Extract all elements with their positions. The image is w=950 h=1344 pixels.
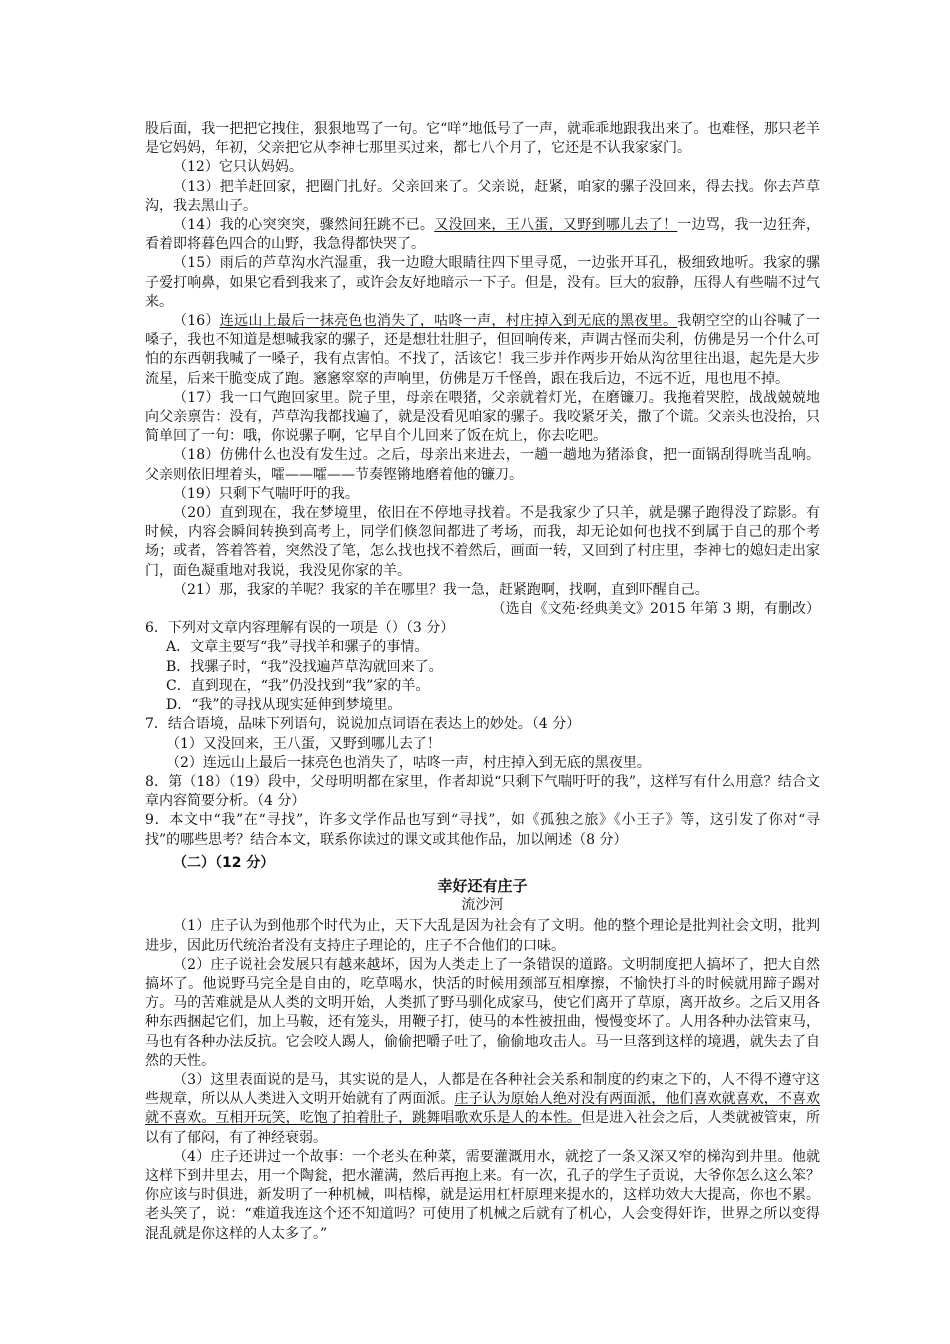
question-6-option-b: B．找骡子时，“我”没找遍芦草沟就回来了。 [166, 658, 443, 675]
question-7-sentence-1: （1）又没回来，王八蛋，又野到哪儿去了！ [166, 735, 441, 752]
question-6-option-d: D．“我”的寻找从现实延伸到梦境里。 [166, 697, 402, 714]
story-paragraph-intro: 股后面，我一把把它拽住，狠狠地骂了一句。它“咩”地低号了一声，就乖乖地跟我出来了。也难怪，那只老羊是它妈妈，年初，父亲把它从李神七那里买过来，都七八个月了，它还是不认我家家门。 [145, 121, 820, 157]
p16-text-b: 我朝空空的山谷喊了一嗓子，我也不知道是想喊我家的骡子，还是想壮壮胆子，但回响传来，声调古怪而尖利，仿佛是另一个什么可怕的东西朝我喊了一嗓子，我有点害怕。不找了，活该它！我三步并作两步开始从沟岔里往出退，起先是大步流星，后来干脆变成了跑。窸窸窣窣的声响里，仿佛是万千怪兽，跟在我后边，不远不近，甩也甩不掉。 [145, 313, 820, 387]
p3-text-a: （3）这里表面说的是马，其实说的是人，人都是在各种社会关系和制度的约束之下的，人不得不遵守这些规章，所以从人类进入文明开始就有了两面派。 [145, 1071, 820, 1108]
essay-paragraph-1: （1）庄子认为到他那个时代为止，天下大乱是因为社会有了文明。他的整个理论是批判社会文明，批判进步，因此历代统治者没有支持庄子理论的，庄子不合他们的口味。 [145, 918, 820, 954]
section-2-heading: （二）（12 分） [173, 854, 275, 871]
essay-title: 幸好还有庄子 [437, 876, 528, 895]
essay-paragraph-4: （4）庄子还讲过一个故事：一个老头在种菜，需要灌溉用水，就挖了一条又深又窄的梯沟到井里。他就这样下到井里去，用一个陶瓮，把水灌满，然后再抱上来。有一次，孔子的学生子贡说，大爷你怎么这么笨？你应该与时俱进，新发明了一种机械，叫桔槔，就是运用杠杆原理来提水的，这样功效大大提高，你也不累。老头笑了，说：“难道我连这个还不知道吗？可使用了机械之后就有了机心，人会变得奸诈，世界之所以变得混乱就是你这样的人太多了。” [145, 1148, 820, 1242]
source-citation: （选自《文苑·经典美文》2015 年第 3 期，有删改） [491, 601, 820, 618]
question-6-option-a: A．文章主要写“我”寻找羊和骡子的事情。 [166, 639, 429, 656]
essay-paragraph-3 [145, 1071, 820, 1148]
story-paragraph-16 [145, 312, 820, 389]
p16-text-a: （16） [173, 313, 220, 330]
p14-text-a: （14）我的心突突突，骤然间狂跳不已。 [173, 217, 435, 234]
essay-paragraph-2: （2）庄子说社会发展只有越来越坏，因为人类走上了一条错误的道路。文明制度把人搞坏了，把大自然搞坏了。他说野马完全是自由的，吃草喝水，快活的时候用颈部互相摩擦，不愉快打斗的时候就用蹄子踢对方。马的苦难就是从人类的文明开始，人类抓了野马驯化成家马，使它们离开了草原，离开故乡。之后又用各种东西捆起它们，加上马鞍，还有笼头，用鞭子打，使马的本性被扭曲，慢慢变坏了。人用各种办法管束马，马也有各种办法反抗。它会咬人踢人，偷偷把嚼子吐了，偷偷地攻击人。马一旦落到这样的境遇，就失去了自然的天性。 [145, 956, 820, 1069]
story-paragraph-17: （17）我一口气跑回家里。院子里，母亲在喂猪，父亲就着灯光，在磨镰刀。我拖着哭腔，战战兢兢地向父亲禀告：没有，芦草沟我都找遍了，就是没看见咱家的骡子。我咬紧牙关，撒了个谎。父亲头也没抬，只简单回了一句：哦，你说骡子啊，它早自个儿回来了饭在炕上，你去吃吧。 [145, 389, 820, 445]
story-paragraph-13: （13）把羊赶回家，把圈门扎好。父亲回来了。父亲说，赶紧，咱家的骡子没回来，得去找。你去芦草沟，我去黑山子。 [145, 178, 820, 214]
question-7-sentence-2: （2）连远山上最后一抹亮色也消失了，咕咚一声，村庄掉入到无底的黑夜里。 [166, 754, 651, 771]
p14-text-b: 一边骂，我一边狂奔，看着即将暮色四合的山野，我急得都快哭了。 [145, 217, 820, 253]
question-6-option-c: C．直到现在，“我”仍没找到“我”家的羊。 [166, 677, 430, 694]
story-paragraph-21: （21）那，我家的羊呢？我家的羊在哪里？我一急，赶紧跑啊，找啊，直到吓醒自己。 [173, 581, 709, 598]
story-paragraph-20: （20）直到现在，我在梦境里，依旧在不停地寻找着。不是我家少了只羊，就是骡子跑得没了踪影。有时候，内容会瞬间转换到高考上，同学们倏忽间都进了考场，而我，却无论如何也找不到属于自己的那个考场；或者，答着答着，突然没了笔，怎么找也找不着然后，画面一转，又回到了村庄里，李神七的媳妇走出家门，面色凝重地对我说，我没见你家的羊。 [145, 505, 820, 579]
question-6-stem: 6．下列对文章内容理解有误的一项是（）（3 分） [145, 620, 455, 637]
question-7-stem: 7．结合语境，品味下列语句，说说加点词语在表达上的妙处。（4 分） [145, 716, 581, 733]
p16-underlined-sentence: 连远山上最后一抹亮色也消失了，咕咚一声，村庄掉入到无底的黑夜里。 [219, 313, 678, 330]
question-8: 8．第（18）（19）段中，父母明明都在家里，作者却说“只剩下气喘吁吁的我”，这样写有什么用意？结合文章内容简要分析。（4 分） [145, 773, 820, 810]
story-paragraph-14 [145, 216, 820, 254]
essay-author: 流沙河 [461, 897, 504, 914]
story-paragraph-12: （12）它只认妈妈。 [173, 159, 303, 176]
question-9: 9．本文中“我”在“寻找”，许多文学作品也写到“寻找”，如《孤独之旅》《小王子》等，这引发了你对“寻找”的哪些思考？结合本文，联系你读过的课文或其他作品，加以阐述（8 分） [145, 812, 820, 848]
story-paragraph-19: （19）只剩下气喘吁吁的我。 [173, 485, 359, 502]
p14-underlined-sentence: 又没回来，王八蛋，又野到哪儿去了！ [434, 217, 678, 234]
p3-text-b: 但是进入社会之后，人类就被管束，所以有了郁闷，有了神经衰弱。 [145, 1110, 821, 1146]
story-paragraph-15: （15）雨后的芦草沟水汽湿重，我一边瞪大眼睛往四下里寻觅，一边张开耳孔，极细致地听。我家的骡子爱打响鼻，如果它看到我来了，或许会友好地暗示一下子。但是，没有。巨大的寂静，压得人有些喘不过气来。 [145, 255, 820, 310]
p3-underlined-sentence: 庄子认为原始人绝对没有两面派，他们喜欢就喜欢，不喜欢就不喜欢。互相开玩笑，吃饱了拍着肚子，跳舞唱歌欢乐是人的本性。 [145, 1091, 821, 1127]
story-paragraph-18: （18）仿佛什么也没有发生过。之后，母亲出来进去，一趟一趟地为猪添食，把一面锅刮得咣当乱响。父亲则依旧埋着头，嚯——嚯——节奏铿锵地磨着他的镰刀。 [145, 447, 820, 483]
